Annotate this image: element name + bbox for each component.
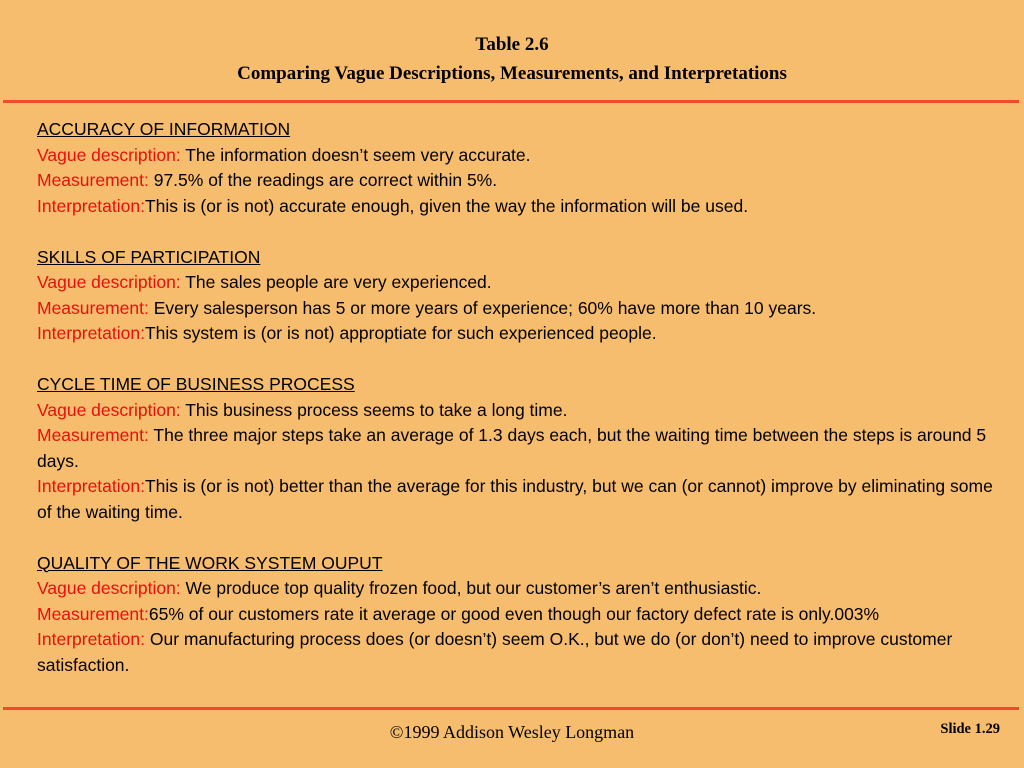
measurement-label: Measurement: — [37, 603, 149, 624]
measurement-text: 97.5% of the readings are correct within 5%. — [148, 170, 498, 190]
slide-title: Comparing Vague Descriptions, Measurements, and Interpretations — [237, 63, 787, 84]
interpretation-line — [37, 474, 1007, 525]
slide-content — [37, 117, 1007, 678]
header-divider — [3, 100, 1019, 103]
section-accuracy-of-information — [37, 117, 1007, 219]
measurement-line — [37, 296, 1007, 322]
footer-divider — [3, 707, 1019, 710]
measurement-line — [37, 168, 1007, 194]
vague-description-label: Vague description: — [37, 144, 181, 165]
section-heading: CYCLE TIME OF BUSINESS PROCESS — [37, 374, 355, 394]
copyright-notice: ©1999 Addison Wesley Longman — [389, 722, 635, 742]
section-heading: SKILLS OF PARTICIPATION — [37, 246, 261, 267]
interpretation-label: Interpretation: — [37, 323, 145, 343]
interpretation-text: Our manufacturing process does (or doesn’t) seem O.K., but we do (or don’t) need to improve customer satisfaction. — [37, 629, 953, 675]
section-cycle-time-of-business-process — [37, 372, 1007, 525]
vague-description-line — [37, 398, 1007, 424]
measurement-label: Measurement: — [37, 170, 149, 190]
interpretation-text: This is (or is not) better than the average for this industry, but we can (or cannot) improve by eliminating some of the waiting time. — [37, 476, 993, 522]
vague-description-text: The sales people are very experienced. — [180, 272, 492, 292]
measurement-text: Every salesperson has 5 or more years of experience; 60% have more than 10 years. — [148, 297, 817, 318]
measurement-label: Measurement: — [37, 297, 149, 318]
interpretation-label: Interpretation: — [37, 195, 145, 216]
interpretation-line — [37, 627, 1007, 678]
vague-description-text: The information doesn’t seem very accurate. — [180, 144, 531, 165]
section-quality-of-work-system-output — [37, 551, 1007, 679]
vague-description-line — [37, 143, 1007, 169]
vague-description-label: Vague description: — [37, 578, 181, 598]
measurement-label: Measurement: — [37, 425, 149, 445]
section-skills-of-participation — [37, 245, 1007, 347]
interpretation-label: Interpretation: — [37, 476, 145, 496]
interpretation-line — [37, 321, 1007, 347]
table-number: Table 2.6 — [475, 34, 549, 55]
interpretation-text: This is (or is not) accurate enough, given the way the information will be used. — [144, 195, 749, 216]
vague-description-line — [37, 270, 1007, 296]
slide-number: Slide 1.29 — [940, 721, 1000, 737]
section-heading: QUALITY OF THE WORK SYSTEM OUPUT — [37, 552, 383, 573]
vague-description-text: We produce top quality frozen food, but our customer’s aren’t enthusiastic. — [180, 578, 762, 598]
slide-header — [0, 30, 1024, 88]
section-heading: ACCURACY OF INFORMATION — [37, 119, 291, 139]
interpretation-text: This system is (or is not) approptiate for such experienced people. — [144, 323, 657, 343]
measurement-text: The three major steps take an average of 1.3 days each, but the waiting time between the steps is around 5 days. — [37, 425, 987, 471]
vague-description-label: Vague description: — [37, 272, 181, 292]
vague-description-text: This business process seems to take a long time. — [180, 399, 568, 420]
interpretation-line — [37, 194, 1007, 220]
interpretation-label: Interpretation: — [37, 629, 145, 649]
vague-description-label: Vague description: — [37, 399, 181, 420]
measurement-line — [37, 423, 1007, 474]
measurement-text: 65% of our customers rate it average or good even though our factory defect rate is only.003% — [148, 603, 880, 624]
measurement-line — [37, 602, 1007, 628]
vague-description-line — [37, 576, 1007, 602]
